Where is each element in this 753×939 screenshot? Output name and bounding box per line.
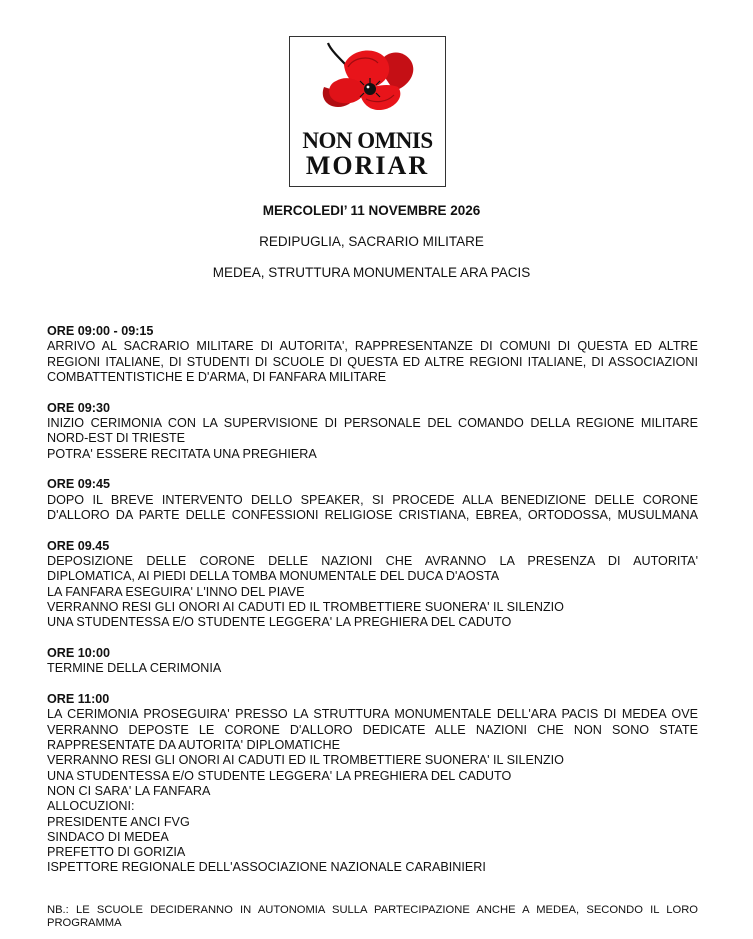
schedule-line: RAPPRESENTATE DA AUTORITA' DIPLOMATICHE [47, 738, 341, 753]
schedule-line: NON CI SARA' LA FANFARA [47, 783, 211, 798]
schedule-item [47, 646, 698, 677]
schedule-line: DIPLOMATICA, AI PIEDI DELLA TOMBA MONUMENTALE DEL DUCA D'AOSTA [47, 569, 500, 584]
schedule-line: DEPOSIZIONE DELLE CORONE DELLE NAZIONI CHE AVRANNO LA PRESENZA DI AUTORITA' [47, 554, 698, 569]
footnote [47, 904, 698, 930]
schedule-line: ISPETTORE REGIONALE DELL'ASSOCIAZIONE NAZIONALE CARABINIERI [47, 860, 486, 875]
schedule-line: VERRANNO RESI GLI ONORI AI CADUTI ED IL TROMBETTIERE SUONERA' IL SILENZIO [47, 599, 564, 614]
schedule-line: UNA STUDENTESSA E/O STUDENTE LEGGERA' LA PREGHIERA DEL CADUTO [47, 615, 512, 630]
schedule-line: ALLOCUZIONI: [47, 799, 135, 814]
logo-text-line1: NON OMNIS [302, 128, 433, 153]
schedule-time: ORE 09:30 [47, 400, 110, 415]
location-medea: MEDEA, STRUTTURA MONUMENTALE ARA PACIS [212, 265, 531, 280]
schedule [47, 324, 698, 891]
schedule-line: PRESIDENTE ANCI FVG [47, 814, 190, 829]
footnote-line: NB.: LE SCUOLE DECIDERANNO IN AUTONOMIA SULLA PARTECIPAZIONE ANCHE A MEDEA, SECONDO IL LORO [47, 904, 698, 916]
schedule-line: DOPO IL BREVE INTERVENTO DELLO SPEAKER, SI PROCEDE ALLA BENEDIZIONE DELLE CORONE [47, 492, 698, 507]
schedule-line: POTRA' ESSERE RECITATA UNA PREGHIERA [47, 446, 317, 461]
location-redipuglia: REDIPUGLIA, SACRARIO MILITARE [259, 234, 484, 249]
logo [289, 36, 446, 187]
schedule-time: ORE 09.45 [47, 538, 110, 553]
schedule-line: UNA STUDENTESSA E/O STUDENTE LEGGERA' LA PREGHIERA DEL CADUTO [47, 768, 512, 783]
schedule-line: PREFETTO DI GORIZIA [47, 845, 186, 860]
schedule-time: ORE 10:00 [47, 646, 110, 661]
schedule-line: NORD-EST DI TRIESTE [47, 431, 186, 446]
schedule-time: ORE 09:00 - 09:15 [47, 324, 154, 338]
schedule-item [47, 539, 698, 631]
schedule-line: ARRIVO AL SACRARIO MILITARE DI AUTORITA', RAPPRESENTANZE DI COMUNI DI QUESTA ED ALTRE [47, 339, 698, 354]
schedule-item [47, 401, 698, 462]
schedule-item [47, 324, 698, 385]
logo-text-line2: MORIAR [305, 151, 430, 180]
schedule-line: D'ALLORO DA PARTE DELLE CONFESSIONI RELIGIOSE CRISTIANA, EBREA, ORTODOSSA, MUSULMANA [47, 507, 698, 522]
schedule-line: INIZIO CERIMONIA CON LA SUPERVISIONE DI PERSONALE DEL COMANDO DELLA REGIONE MILITARE [47, 415, 698, 430]
schedule-line: SINDACO DI MEDEA [47, 829, 169, 844]
red-poppy-icon [290, 37, 447, 137]
schedule-line: TERMINE DELLA CERIMONIA [47, 661, 222, 676]
schedule-line: REGIONI ITALIANE, DI STUDENTI DI SCUOLE DI QUESTA ED ALTRE REGIONI ITALIANE, DI ASSOCIAZIONI [47, 354, 698, 369]
schedule-line: COMBATTENTISTICHE E D'ARMA, DI FANFARA MILITARE [47, 369, 387, 384]
schedule-time: ORE 11:00 [47, 692, 110, 707]
schedule-item [47, 692, 698, 876]
footnote-line: PROGRAMMA [47, 917, 122, 929]
event-date: MERCOLEDI’ 11 NOVEMBRE 2026 [262, 203, 481, 218]
schedule-line: LA FANFARA ESEGUIRA' L'INNO DEL PIAVE [47, 584, 305, 599]
schedule-time: ORE 09:45 [47, 477, 110, 492]
schedule-line: VERRANNO RESI GLI ONORI AI CADUTI ED IL TROMBETTIERE SUONERA' IL SILENZIO [47, 753, 564, 768]
schedule-line: VERRANNO DEPOSTE LE CORONE D'ALLORO DEDICATE ALLE NAZIONI CHE NON SONO STATE [47, 722, 698, 737]
schedule-line: LA CERIMONIA PROSEGUIRA' PRESSO LA STRUTTURA MONUMENTALE DELL'ARA PACIS DI MEDEA OVE [47, 707, 698, 722]
schedule-item [47, 477, 698, 523]
